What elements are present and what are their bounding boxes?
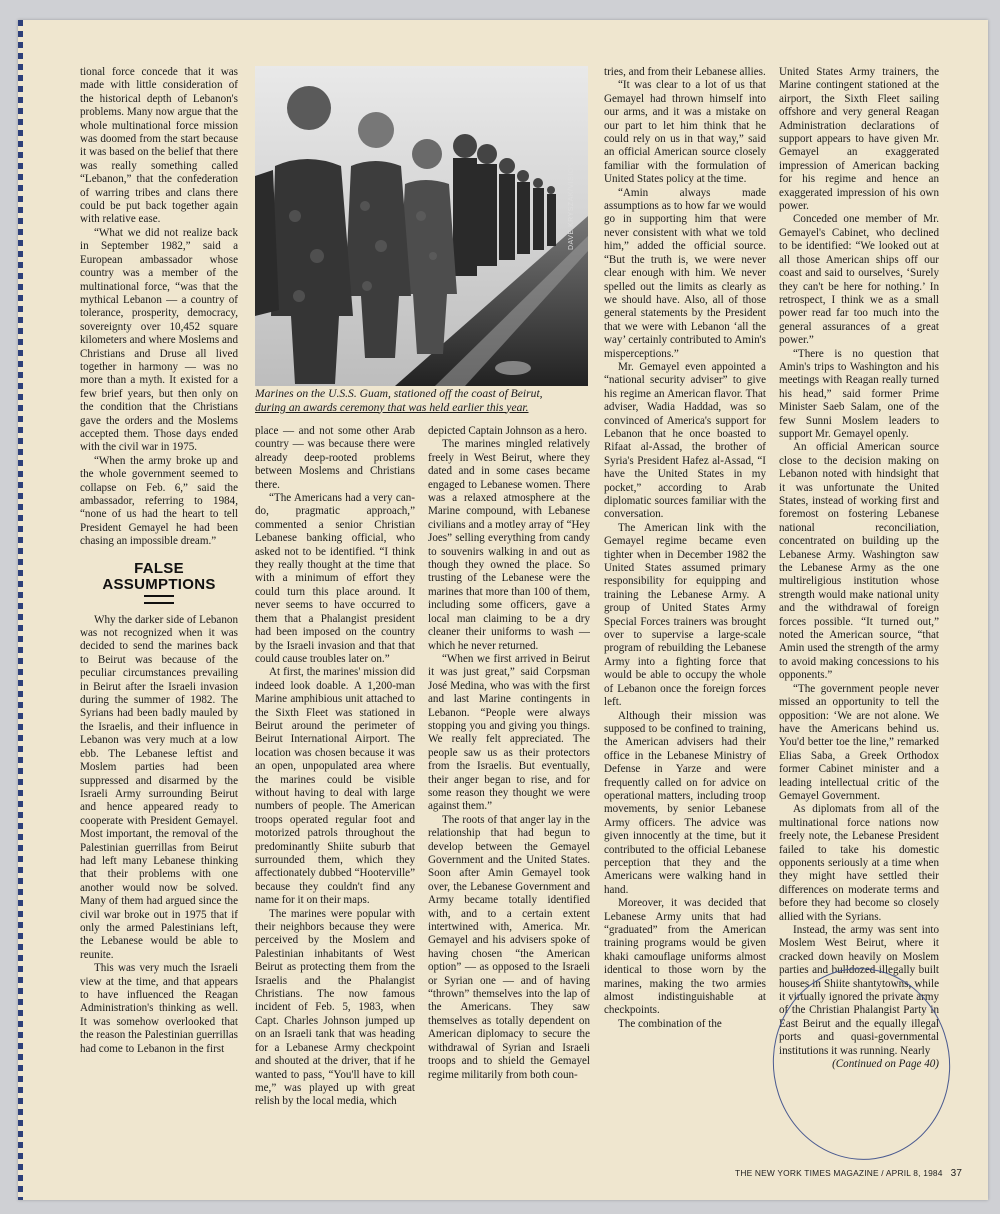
heading-rule (144, 595, 174, 604)
article-column-2 (255, 425, 415, 1157)
page-footer (735, 1168, 962, 1179)
paragraph: The roots of that anger lay in the relationship that had begun to develop between the Gemayel Government and the United States. Soon after Amin Gemayel took over, the Lebanese Government and Army became totally identified with, and to a certain extent intertwined with, America. Mr. Gemayel and his advisers spoke of having chosen “the American option” — as opposed to the Israeli or Syrian one — and of having “thrown” themselves into the lap of the Americans. They saw themselves as totally dependent on American diplomacy to secure the withdrawal of Syrian and Israeli troops and to shield the Gemayel regime militarily from both coun- (428, 813, 590, 1081)
paragraph: United States Army trainers, the Marine contingent stationed at the airport, the Sixth Fleet sailing offshore and very general Reagan Administration declarations of support appears to have given Mr. Gemayel an exaggerated impression of American backing for his regime and hence an exaggerated impression of his own power. (779, 66, 939, 213)
photo-credit: DAVE KRYSZAK/VISIONS (568, 156, 575, 250)
continued-on-page: (Continued on Page 40) (832, 1058, 939, 1071)
paragraph: “What we did not realize back in September 1982,” said a European ambassador whose country was a member of the multinational force, “was that the mythical Lebanon — a country of tolerance, prosperity, democracy, sovereignty over 10,452 square kilometers and where Moslems and Christians and Druse all lived together in harmony — was no more than a myth. It existed for a few brief years, but then only on the condition that the Christians gave the orders and the Moslems accepted them. Those days ended with the civil war in 1975. (80, 226, 238, 454)
binding-edge (18, 20, 23, 1200)
paragraph: Instead, the army was sent into Moslem West Beirut, where it cracked down heavily on Moslem parties and bulldozed illegally built houses in Shiite shantytowns, while it virtually ignored the private army of the Christian Phalangist Party in East Beirut and the equally illegal ports and quasi-governmental institutions it was running. Nearly (779, 924, 939, 1057)
caption-line-underlined: during an awards ceremony that was held earlier this year. (255, 400, 529, 414)
paragraph: tries, and from their Lebanese allies. (604, 66, 766, 78)
article-column-1 (80, 66, 238, 1156)
photo-marines (255, 66, 588, 386)
caption-line: Marines on the U.S.S. Guam, stationed off the coast of Beirut, (255, 387, 543, 400)
paragraph: The American link with the Gemayel regime became even tighter when in December 1982 the United States assumed primary responsibility for equipping and training the Lebanese Army. A group of United States Army Special Forces trainers was brought over to supervise a large-scale program of rebuilding the Lebanese Army into a fighting force that would be able to occupy the whole of Lebanon once the foreign forces left. (604, 521, 766, 709)
article-column-3 (428, 425, 590, 1157)
photo-caption (255, 387, 590, 414)
section-heading-line: ASSUMPTIONS (102, 575, 216, 593)
paragraph: “The Americans had a very can-do, pragmatic approach,” commented a senior Christian Lebanese banking official, who asked not to be identified. “I think they really thought at the time that with a minimum of effort they could turn this place around. It never seems to have occurred to them that a Phalangist president had been imposed on the country by the Israeli invasion and that that could cause troubles later on.” (255, 492, 415, 665)
marines-photo-illustration (255, 66, 588, 386)
paragraph: The marines mingled relatively freely in West Beirut, where they dated and in some cases became engaged to Lebanese women. There was a relaxed atmosphere at the Marine compound, with Lebanese civilians and a motley array of “Hey Joes” selling everything from candy to souvenirs walking in and out as though they owned the place. So trusting of the Lebanese were the marines that more than 100 of them, including some officers, gave a local man claiming to be a dry cleaner their uniforms to wash — which he never returned. (428, 438, 590, 652)
article-column-4 (604, 66, 766, 1157)
section-heading (80, 561, 238, 593)
paragraph: “When the army broke up and the whole government seemed to collapse on Feb. 6,” said the ambassador, referring to 1984, “none of us had the heart to tell President Gemayel he had been chasing an impossible dream.” (80, 454, 238, 548)
paragraph: The marines were popular with their neighbors because they were perceived by the Moslem and Palestinian inhabitants of West Beirut as protecting them from the Israelis and the Phalangist Christians. The now famous incident of Feb. 5, 1983, when Capt. Charles Johnson jumped up on an Israeli tank that was heading for a Lebanese Army checkpoint and shouted at the driver, that if he wanted to pass, “You'll have to kill me,” was played up with great relish by the local media, which (255, 907, 415, 1108)
paragraph: This was very much the Israeli view at the time, and that appears to have influenced the Reagan Administration's thinking as well. It was somehow overlooked that the reason the Palestinian guerrillas had come to Lebanon in the first (80, 962, 238, 1055)
paragraph: depicted Captain Johnson as a hero. (428, 425, 587, 437)
paragraph: “Amin always made assumptions as to how far we would go in supporting him that were never consistent with what we told him,” added the official source. “But the truth is, we were never clear enough with him. We never spelled out the limits as clearly as we should have. Also, all of those general statements by the President that we were with Lebanon ‘all the way’ certainly contributed to Amin's misperceptions.” (604, 186, 766, 360)
page-number: 37 (950, 1168, 963, 1179)
paragraph: As diplomats from all of the multinational force nations now freely note, the Lebanese President failed to take his domestic opponents seriously at a time when they might have settled their differences on moderate terms and before they had become so closely allied with the Syrians. (779, 803, 939, 923)
paragraph: “It was clear to a lot of us that Gemayel had thrown himself into our arms, and it was a mistake on our part to let him think that he could rely on us in that way,” said an official American source closely familiar with the formulation of United States policy at the time. (604, 79, 766, 186)
paragraph: place — and not some other Arab country — was because there were already deep-rooted problems between Moslems and Christians there. (255, 425, 415, 491)
paragraph: “When we first arrived in Beirut it was just great,” said Corpsman José Medina, who was with the first and last Marine contingents in Lebanon. “People were always stopping you and giving you things. We really felt appreciated. The people saw us as their protectors from the Israelis. But eventually, their anger began to rise, and for some reason they thought we were against them.” (428, 652, 590, 813)
paragraph: An official American source close to the decision making on Lebanon noted with hindsight that it was unfortunate the United States, instead of working first and foremost on fostering Lebanese national reconciliation, concentrated on building up the Lebanese Army. Washington saw the Lebanese Army as the one multireligious institution whose strength would make national unity and the withdrawal of foreign forces possible. “It turned out,” noted the American source, “that Amin used the strength of the army to avoid making concessions to his opponents.” (779, 441, 939, 682)
paragraph: Moreover, it was decided that Lebanese Army units that had “graduated” from the American training programs would be given khaki camouflage uniforms almost identical to those worn by the marines, making the two armies almost indistinguishable at checkpoints. (604, 897, 766, 1017)
paragraph: Mr. Gemayel even appointed a “national security adviser” to give his regime an American flavor. That adviser, Wadia Haddad, was so convinced of America's support for Lebanon that he once boasted to Rifaat al-Assad, the brother of Syria's President Hafez al-Assad, “I have the United States in my pocket,” according to Arab diplomatic sources familiar with the conversation. (604, 360, 766, 521)
paragraph: At first, the marines' mission did indeed look doable. A 1,200-man Marine amphibious unit attached to the Sixth Fleet was stationed in Beirut around the perimeter of Beirut International Airport. The location was chosen because it was an open, unpopulated area where the marines could be visible without having to deal with large numbers of people. The American troops operated regular foot and motorized patrols throughout the predominantly Shiite suburb that surrounded them, which they affectionately dubbed “Hooterville” because they couldn't find any name for it on their maps. (255, 666, 415, 907)
paragraph: “There is no question that Amin's trips to Washington and his meetings with Reagan really turned his head,” said former Prime Minister Saeb Salam, one of the few Sunni Moslem leaders to support Mr. Gemayel openly. (779, 347, 939, 440)
folio-line: THE NEW YORK TIMES MAGAZINE / APRIL 8, 1984 (735, 1168, 943, 1178)
paragraph: tional force concede that it was made with little consideration of the historical depth of Lebanon's problems. Many now argue that the whole multinational force mission was doomed from the start because it was based on the belief that there was really something called “Lebanon,” that the confederation of warring tribes and clans there could be put back together again with relative ease. (80, 66, 238, 226)
paragraph: Although their mission was supposed to be confined to training, the American advisers had their office in the Lebanese Ministry of Defense in Yarze and were frequently called on for advice on operational matters, including troop movements, by senior Lebanese Army officers. The advice was given innocently at the time, but it contributed to the official Lebanese perception that they and the Americans were walking hand in hand. (604, 709, 766, 896)
paragraph: Conceded one member of Mr. Gemayel's Cabinet, who declined to be identified: “We looked out at all those American ships off our coast and said to ourselves, ‘Surely they can't be here for nothing.’ In retrospect, I think we as a small power read far too much into the general assurances of a great power.” (779, 213, 939, 347)
paragraph: “The government people never missed an opportunity to tell the opposition: ‘We are not alone. We have the Americans behind us. You'd better toe the line,” remarked Elias Saba, a Greek Orthodox former Cabinet minister and a leading intellectual critic of the Gemayel Government. (779, 682, 939, 802)
section-heading-line: FALSE (134, 559, 184, 577)
paragraph: The combination of the (618, 1017, 722, 1030)
paragraph: Why the darker side of Lebanon was not recognized when it was decided to send the marines back to Beirut was because of the peculiar circumstances prevailing in Beirut after the Israeli invasion during the summer of 1982. The Syrians had been badly mauled by the Israelis, and their influence in Lebanon was very much at a low ebb. The Lebanese leftist and Moslem parties had been suppressed and disarmed by the Israeli Army surrounding Beirut and hence appeared ready to cooperate with President Gemayel. Most important, the removal of the Palestinian guerrillas from Beirut had left many Lebanese thinking that their problems with one another would now be solved. Many of them had argued since the civil war broke out in 1975 that if only the armed Palestinians left, the Lebanese would be able to reunite. (80, 613, 238, 961)
